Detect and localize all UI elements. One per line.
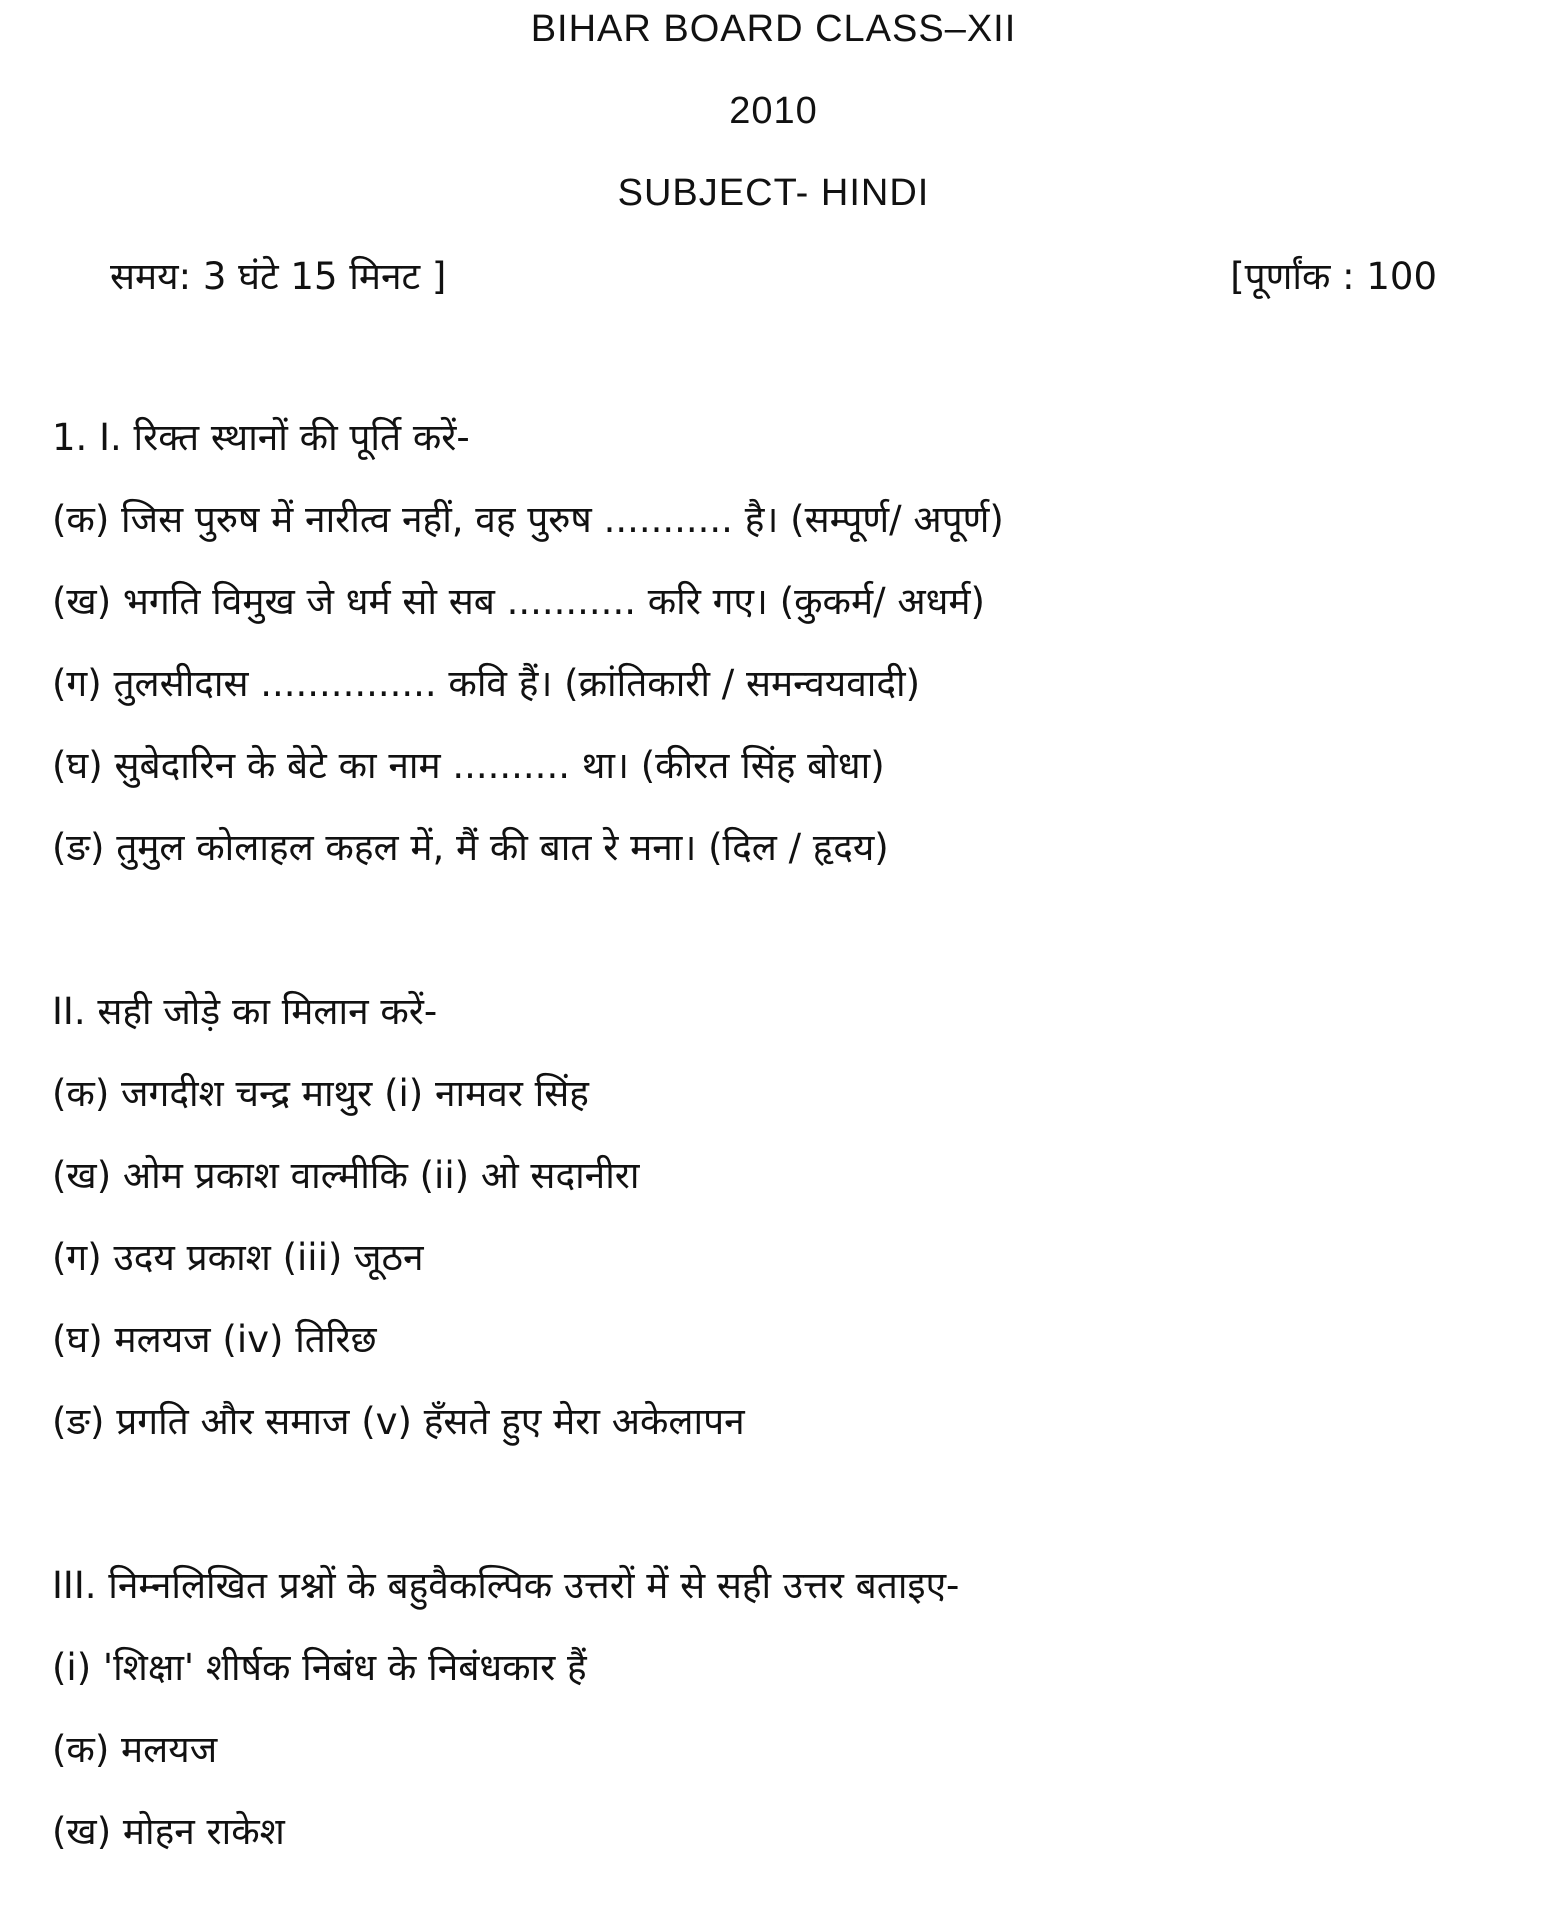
match-item-gha: (घ) मलयज (iv) तिरिछ [52,1318,377,1361]
section-3-heading: III. निम्नलिखित प्रश्नों के बहुवैकल्पिक उत्तरों में से सही उत्तर बताइए- [52,1564,960,1607]
board-title: BIHAR BOARD CLASS–XII [530,8,1017,50]
fill-blank-item-ga: (ग) तुलसीदास ............... कवि हैं। (क्रांतिकारी / समन्वयवादी) [52,662,921,705]
mcq-option-ka: (क) मलयज [52,1728,218,1771]
match-item-kha: (ख) ओम प्रकाश वाल्मीकि (ii) ओ सदानीरा [52,1154,640,1197]
fill-blank-item-kha: (ख) भगति विमुख जे धर्म सो सब ........... करि गए। (कुकर्म/ अधर्म) [52,580,985,623]
section-1-heading: 1. I. रिक्त स्थानों की पूर्ति करें- [52,416,470,459]
full-marks: [पूर्णांक : 100 [1230,255,1437,298]
section-2-heading: II. सही जोड़े का मिलान करें- [52,990,438,1033]
subject-title: SUBJECT- HINDI [617,172,930,214]
exam-year: 2010 [729,90,818,132]
fill-blank-item-gha: (घ) सुबेदारिन के बेटे का नाम .......... था। (कीरत सिंह बोधा) [52,744,885,787]
match-item-nga: (ङ) प्रगति और समाज (v) हँसते हुए मेरा अकेलापन [52,1400,745,1443]
time-allowed: समय: 3 घंटे 15 मिनट ] [110,255,447,298]
mcq-question-1: (i) 'शिक्षा' शीर्षक निबंध के निबंधकार हैं [52,1646,587,1689]
fill-blank-item-nga: (ङ) तुमुल कोलाहल कहल में, मैं की बात रे मना। (दिल / हृदय) [52,826,889,869]
mcq-option-kha: (ख) मोहन राकेश [52,1810,285,1853]
fill-blank-item-ka: (क) जिस पुरुष में नारीत्व नहीं, वह पुरुष ........... है। (सम्पूर्ण/ अपूर्ण) [52,498,1004,541]
match-item-ga: (ग) उदय प्रकाश (iii) जूठन [52,1236,424,1279]
match-item-ka: (क) जगदीश चन्द्र माथुर (i) नामवर सिंह [52,1072,589,1115]
